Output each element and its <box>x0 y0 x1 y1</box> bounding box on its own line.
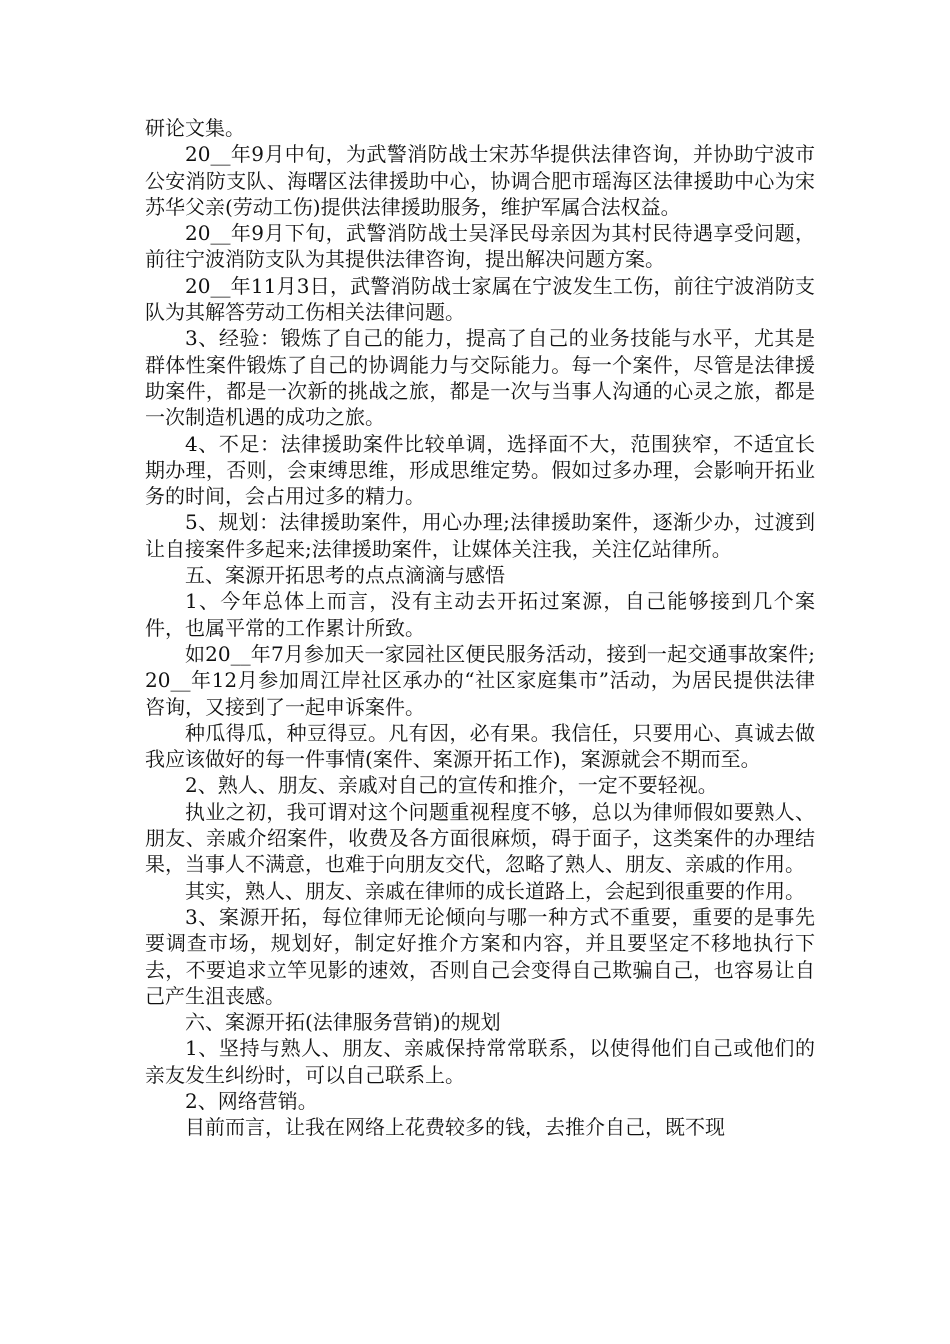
section-heading-6: 六、案源开拓(法律服务营销)的规划 <box>185 1010 501 1035</box>
paragraph-15: 3、案源开拓，每位律师无论倾向与哪一种方式不重要，重要的是事先要调查市场，规划好，制定好推介方案和内容，并且要坚定不移地执行下去，不要追求立竿见影的速效，否则自己会变得自己欺骗自己，也容易让自己产生沮丧感。 <box>145 904 815 1008</box>
document-page <box>145 115 815 1141</box>
paragraph-2: 20__年9月中旬，为武警消防战士宋苏华提供法律咨询，并协助宁波市公安消防支队、海曙区法律援助中心，协调合肥市瑶海区法律援助中心为宋苏华父亲(劳动工伤)提供法律援助服务，维护军属合法权益。 <box>145 142 815 219</box>
paragraph-14: 其实，熟人、朋友、亲戚在律师的成长道路上，会起到很重要的作用。 <box>185 878 805 903</box>
paragraph-4: 20__年11月3日，武警消防战士家属在宁波发生工伤，前往宁波消防支队为其解答劳动工伤相关法律问题。 <box>145 273 815 325</box>
paragraph-9: 1、今年总体上而言，没有主动去开拓过案源，自己能够接到几个案件，也属平常的工作累计所致。 <box>145 589 815 640</box>
paragraph-5: 3、经验：锻炼了自己的能力，提高了自己的业务技能与水平，尤其是群体性案件锻炼了自己的协调能力与交际能力。每一个案件，尽管是法律援助案件，都是一次新的挑战之旅，都是一次与当事人沟通的心灵之旅，都是一次制造机遇的成功之旅。 <box>145 326 815 430</box>
paragraph-6: 4、不足：法律援助案件比较单调，选择面不大，范围狭窄，不适宜长期办理，否则，会束缚思维，形成思维定势。假如过多办理，会影响开拓业务的时间，会占用过多的精力。 <box>145 431 815 509</box>
section-heading-5: 五、案源开拓思考的点点滴滴与感悟 <box>185 563 505 588</box>
paragraph-18: 2、网络营销。 <box>185 1088 318 1113</box>
paragraph-3: 20__年9月下旬，武警消防战士吴泽民母亲因为其村民待遇享受问题，前往宁波消防支队为其提供法律咨询，提出解决问题方案。 <box>145 221 815 272</box>
paragraph-19: 目前而言，让我在网络上花费较多的钱，去推介自己，既不现 <box>185 1115 725 1140</box>
paragraph-7: 5、规划：法律援助案件，用心办理;法律援助案件，逐渐少办，过渡到让自接案件多起来;法律援助案件，让媒体关注我，关注亿站律所。 <box>145 510 815 561</box>
paragraph-11: 种瓜得瓜，种豆得豆。凡有因，必有果。我信任，只要用心、真诚去做我应该做好的每一件事情(案件、案源开拓工作)，案源就会不期而至。 <box>145 720 815 772</box>
paragraph-10: 如20__年7月参加天一家园社区便民服务活动，接到一起交通事故案件;20__年12月参加周江岸社区承办的“社区家庭集市”活动，为居民提供法律咨询，又接到了一起申诉案件。 <box>145 641 815 719</box>
paragraph-17: 1、坚持与熟人、朋友、亲戚保持常常联系，以使得他们自己或他们的亲友发生纠纷时，可以自己联系上。 <box>145 1036 815 1087</box>
paragraph-13: 执业之初，我可谓对这个问题重视程度不够，总以为律师假如要熟人、朋友、亲戚介绍案件，收费及各方面很麻烦，碍于面子，这类案件的办理结果，当事人不满意，也难于向朋友交代，忽略了熟人、朋友、亲戚的作用。 <box>145 799 815 877</box>
paragraph-12: 2、熟人、朋友、亲戚对自己的宣传和推介，一定不要轻视。 <box>185 773 718 798</box>
paragraph-1: 研论文集。 <box>145 116 245 140</box>
